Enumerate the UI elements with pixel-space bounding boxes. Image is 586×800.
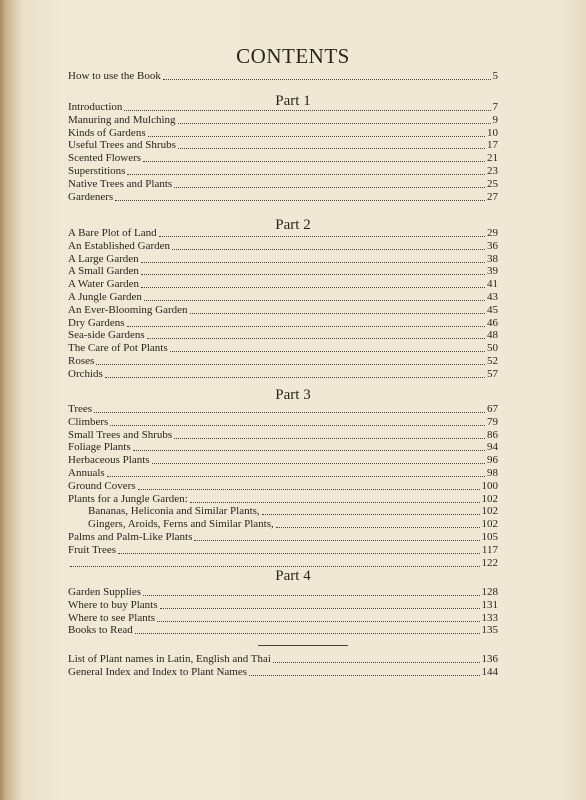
toc-entry-page: 41 (487, 278, 498, 291)
toc-entry-page: 46 (487, 316, 498, 329)
toc-entry (68, 265, 498, 278)
dot-leader (276, 526, 480, 528)
toc-entry-page: 96 (487, 454, 498, 467)
toc-entry-label: General Index and Index to Plant Names (68, 665, 247, 678)
dot-leader (127, 173, 485, 175)
dot-leader (190, 312, 485, 314)
toc-entry-label: The Care of Pot Plants (68, 342, 168, 355)
toc-entry-label: Where to buy Plants (68, 598, 158, 611)
toc-entry-label: How to use the Book (68, 70, 161, 82)
toc-entry-page: 79 (487, 415, 498, 428)
dot-leader (70, 565, 480, 567)
toc-entry-page: 38 (487, 252, 498, 265)
toc-entry-label: Superstitions (68, 165, 126, 177)
dot-leader (190, 501, 480, 503)
toc-entry-label: Climbers (68, 415, 109, 428)
dot-leader (194, 539, 479, 541)
dot-leader (273, 661, 480, 663)
toc-entry-page: 144 (481, 665, 498, 678)
dot-leader (178, 122, 491, 124)
toc-entry-page: 135 (481, 624, 498, 637)
dot-leader (159, 235, 485, 237)
toc-entry (68, 624, 498, 637)
toc-entry-label: A Large Garden (68, 252, 139, 265)
toc-entry-label: Scented Flowers (68, 152, 142, 165)
dot-leader (160, 607, 480, 609)
toc-entry-label: Native Trees and Plants (68, 177, 173, 190)
toc-entry (68, 416, 498, 429)
toc-entry-label: Plants for a Jungle Garden: (68, 492, 188, 505)
dot-leader (141, 261, 485, 263)
toc-entry (68, 429, 498, 442)
toc-entry-page: 27 (487, 190, 498, 203)
toc-entry-label: Trees (68, 403, 93, 415)
toc-entry (68, 467, 498, 480)
toc-entry-label: Manuring and Mulching (68, 113, 176, 126)
toc-entry-page: 10 (487, 126, 498, 139)
toc-entry-label: A Water Garden (68, 278, 139, 291)
toc-entry-label: Orchids (68, 367, 103, 380)
toc-entry-page: 131 (481, 598, 498, 611)
toc-entry (68, 317, 498, 330)
toc-entry-page: 102 (481, 505, 498, 518)
toc-entry-page: 100 (481, 479, 498, 492)
dot-leader (141, 273, 485, 275)
toc-entry (68, 441, 498, 454)
dot-leader (249, 674, 480, 676)
dot-leader (133, 449, 485, 451)
dot-leader (143, 594, 479, 596)
dot-leader (148, 135, 485, 137)
toc-entry (68, 653, 498, 666)
toc-entry (68, 178, 498, 191)
toc-entry-page: 105 (481, 531, 498, 543)
toc-entry-page: 45 (487, 303, 498, 316)
divider-rule (258, 645, 348, 646)
toc-entry-page: 102 (481, 518, 498, 531)
toc-entry-label: Books to Read (68, 624, 133, 637)
toc-entry (68, 227, 498, 240)
toc-entry-label: A Small Garden (68, 265, 139, 278)
toc-entry-page: 36 (487, 239, 498, 252)
toc-entry-label: Roses (68, 355, 95, 367)
toc-entry-label: Kinds of Gardens (68, 126, 146, 139)
toc-entry-page: 9 (492, 113, 498, 126)
toc-entry (68, 342, 498, 355)
dot-leader (174, 437, 485, 439)
toc-entry-page: 25 (487, 177, 498, 190)
toc-entry-label: A Bare Plot of Land (68, 227, 157, 239)
toc-entry-label: An Ever-Blooming Garden (68, 303, 188, 316)
toc-entry (68, 368, 498, 381)
toc-entry-label: Introduction (68, 101, 123, 113)
dot-leader (115, 199, 485, 201)
toc-entry (88, 505, 498, 518)
toc-entry-page: 98 (487, 467, 498, 479)
toc-entry (68, 531, 498, 544)
toc-entry (68, 666, 498, 679)
toc-entry (68, 240, 498, 253)
toc-entry (68, 480, 498, 493)
dot-leader (143, 160, 485, 162)
toc-entry-label: A Jungle Garden (68, 291, 142, 303)
toc-entry-label: Foliage Plants (68, 441, 131, 454)
dot-leader (163, 78, 491, 80)
toc-entry (68, 165, 498, 178)
part-heading: Part 1 (275, 93, 311, 109)
toc-entry-label: Where to see Plants (68, 611, 156, 624)
dot-leader (144, 299, 485, 301)
dot-leader (107, 475, 485, 477)
toc-entry-label: Bananas, Heliconia and Similar Plants, (88, 505, 260, 518)
toc-entry-page: 57 (487, 367, 498, 380)
dot-leader (105, 376, 485, 378)
toc-entry-page: 48 (487, 329, 498, 342)
toc-entry-page: 29 (487, 227, 498, 239)
dot-leader (170, 350, 485, 352)
toc-entry-page: 21 (487, 152, 498, 165)
toc-entry-page: 128 (481, 586, 498, 598)
part-heading: Part 3 (275, 387, 311, 403)
toc-entry-label: Gingers, Aroids, Ferns and Similar Plants, (88, 518, 274, 531)
toc-entry (68, 101, 498, 114)
toc-entry (68, 586, 498, 599)
toc-entry (68, 355, 498, 368)
toc-entry-label: Palms and Palm-Like Plants (68, 531, 193, 543)
toc-entry (68, 291, 498, 304)
toc-entry (68, 612, 498, 625)
toc-entry-label: An Established Garden (68, 239, 171, 252)
dot-leader (138, 488, 480, 490)
dot-leader (96, 363, 485, 365)
toc-entry-page: 50 (487, 342, 498, 355)
toc-entry (68, 139, 498, 152)
dot-leader (172, 248, 485, 250)
toc-entry-page: 43 (487, 291, 498, 303)
dot-leader (178, 147, 485, 149)
toc-entry-page: 86 (487, 428, 498, 441)
dot-leader (141, 286, 485, 288)
dot-leader (118, 552, 480, 554)
toc-entry-label: Gardeners (68, 190, 114, 203)
dot-leader (174, 186, 485, 188)
toc-entry-page: 117 (481, 543, 498, 556)
toc-entry-label: Useful Trees and Shrubs (68, 139, 176, 152)
toc-entry-page: 122 (481, 556, 498, 569)
toc-entry (68, 278, 498, 291)
toc-entry-page: 7 (492, 101, 498, 113)
dot-leader (124, 109, 490, 111)
toc-entry-label: Small Trees and Shrubs (68, 428, 173, 441)
toc-entry-page: 17 (487, 139, 498, 152)
dot-leader (262, 513, 480, 515)
toc-entry (68, 253, 498, 266)
toc-entry (68, 329, 498, 342)
toc-entry-page: 67 (487, 403, 498, 415)
toc-entry-label: Fruit Trees (68, 543, 116, 556)
toc-entry-page: 5 (492, 70, 498, 82)
toc-entry-label: Ground Covers (68, 479, 136, 492)
toc-entry-label: Garden Supplies (68, 586, 142, 598)
toc-entry-label: Annuals (68, 467, 105, 479)
toc-entry (68, 454, 498, 467)
toc-entry (68, 127, 498, 140)
dot-leader (152, 462, 485, 464)
toc-entry-label: List of Plant names in Latin, English and Thai (68, 653, 271, 665)
toc-entry-page: 136 (481, 653, 498, 665)
dot-leader (157, 620, 479, 622)
part-heading: Part 4 (275, 568, 311, 584)
dot-leader (110, 424, 485, 426)
dot-leader (147, 337, 485, 339)
toc-entry-page: 102 (481, 492, 498, 505)
toc-entry (68, 70, 498, 83)
toc-entry (68, 599, 498, 612)
dot-leader (127, 325, 485, 327)
toc-entry (68, 114, 498, 127)
page-title: CONTENTS (236, 44, 350, 68)
toc-entry-label: Sea-side Gardens (68, 329, 145, 342)
toc-entry (68, 403, 498, 416)
dot-leader (135, 632, 480, 634)
toc-entry-label: Dry Gardens (68, 316, 125, 329)
toc-entry (68, 304, 498, 317)
toc-entry (88, 518, 498, 531)
toc-entry-page: 39 (487, 265, 498, 278)
toc-entry-page: 94 (487, 441, 498, 454)
part-heading: Part 2 (275, 217, 311, 233)
toc-entry-label: Herbaceous Plants (68, 454, 150, 467)
toc-entry (68, 493, 498, 506)
toc-entry (68, 544, 498, 557)
toc-entry-page: 23 (487, 165, 498, 177)
toc-entry-page: 52 (487, 355, 498, 367)
toc-entry (68, 152, 498, 165)
toc-entry-page: 133 (481, 611, 498, 624)
toc-entry (68, 191, 498, 204)
dot-leader (94, 411, 485, 413)
